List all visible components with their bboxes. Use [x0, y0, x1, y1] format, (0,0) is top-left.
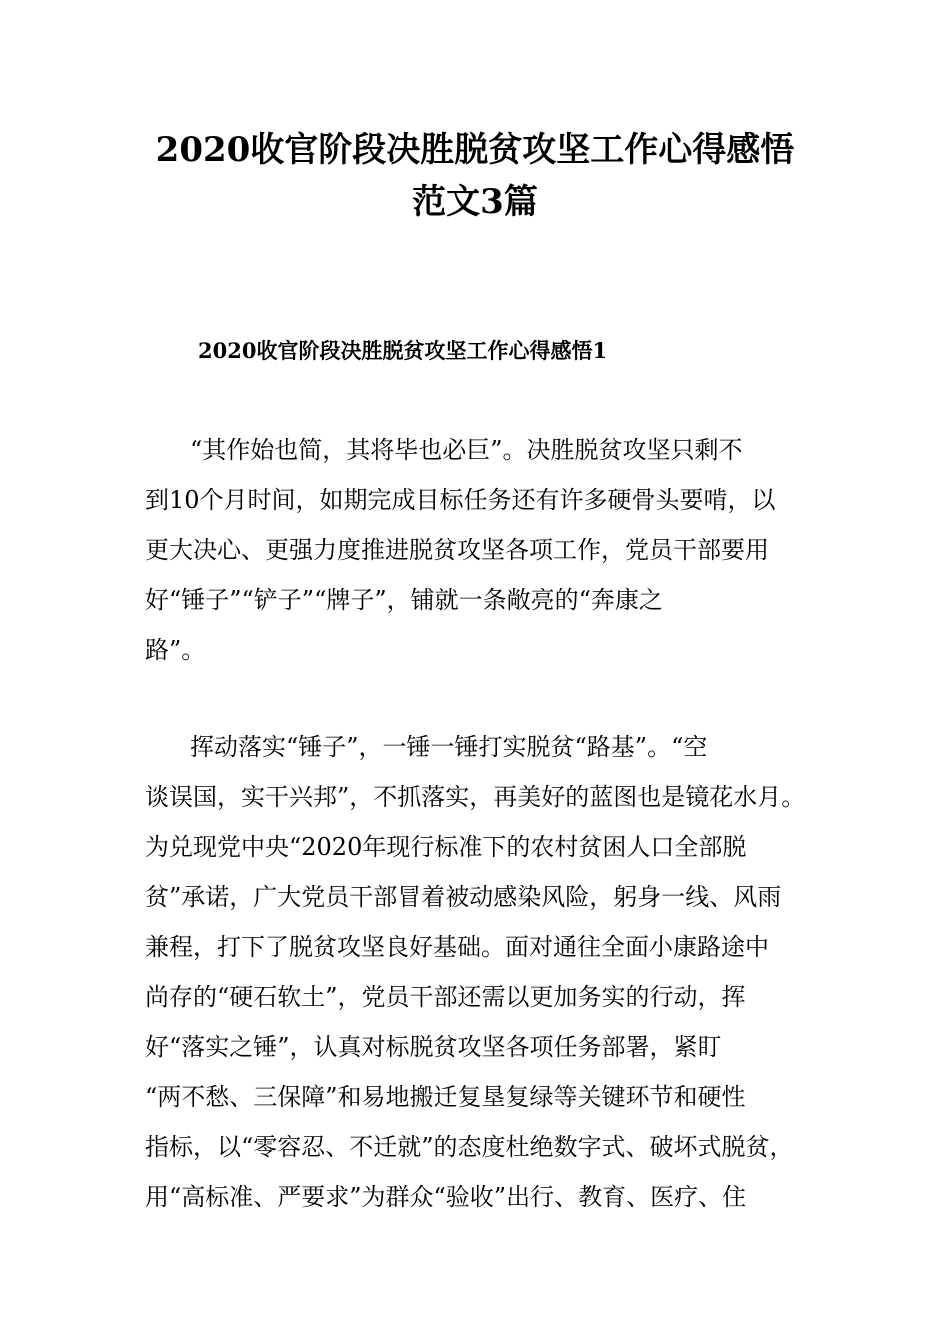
paragraph-line: 用“高标准、严要求”为群众“验收”出行、教育、医疗、住: [145, 1183, 747, 1211]
paragraph-line: “其作始也简，其将毕也必巨”。决胜脱贫攻坚只剩不: [190, 436, 743, 464]
paragraph-line: 为兑现党中央“2020年现行标准下的农村贫困人口全部脱: [145, 833, 747, 861]
paragraph-line: 谈误国，实干兴邦”，不抓落实，再美好的蓝图也是镜花水月。: [145, 783, 806, 811]
document-title-line-2: 范文3篇: [412, 182, 538, 222]
paragraph-line: “两不愁、三保障”和易地搬迁复垦复绿等关键环节和硬性: [145, 1083, 746, 1111]
section-heading: 2020收官阶段决胜脱贫攻坚工作心得感悟1: [198, 338, 608, 363]
paragraph-line: 到10个月时间，如期完成目标任务还有许多硬骨头要啃，以: [145, 486, 776, 514]
paragraph-line: 挥动落实“锤子”，一锤一锤打实脱贫“路基”。“空: [190, 733, 708, 761]
paragraph-line: 路”。: [145, 636, 206, 664]
paragraph-line: 尚存的“硬石软土”，党员干部还需以更加务实的行动，挥: [145, 983, 746, 1011]
paragraph-line: 兼程，打下了脱贫攻坚良好基础。面对通往全面小康路途中: [145, 933, 769, 961]
paragraph-line: 更大决心、更强力度推进脱贫攻坚各项工作，党员干部要用: [145, 536, 769, 564]
paragraph-line: 好“锤子”“铲子”“牌子”，铺就一条敞亮的“奔康之: [145, 586, 663, 614]
paragraph-line: 指标，以“零容忍、不迁就”的态度杜绝数字式、破坏式脱贫，: [145, 1133, 794, 1161]
paragraph-line: 好“落实之锤”，认真对标脱贫攻坚各项任务部署，紧盯: [145, 1033, 722, 1061]
paragraph-line: 贫”承诺，广大党员干部冒着被动感染风险，躬身一线、风雨: [145, 883, 782, 911]
document-title-line-1: 2020收官阶段决胜脱贫攻坚工作心得感悟: [155, 130, 795, 170]
